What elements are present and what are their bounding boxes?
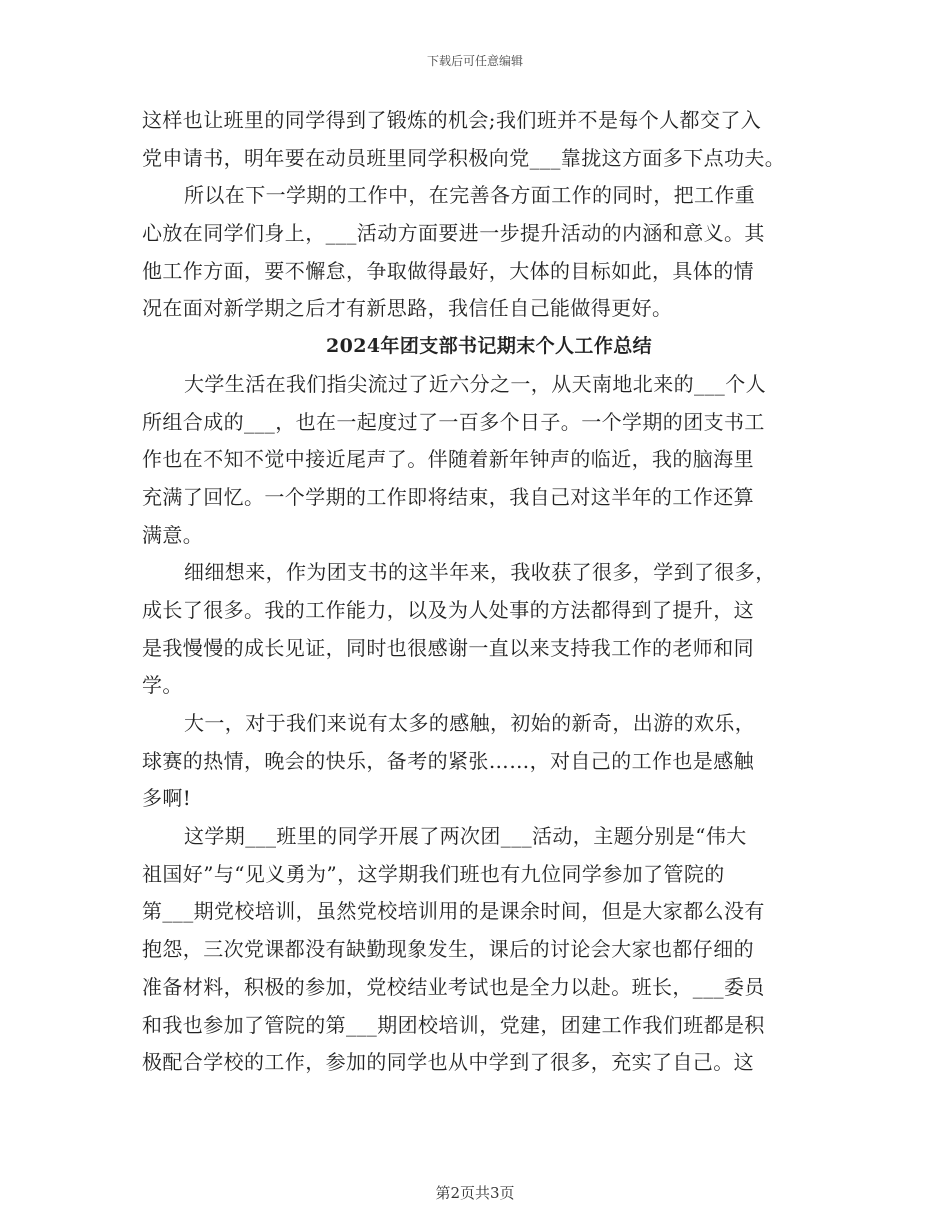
text-line: 祖国好”与“见义勇为”，这学期我们班也有九位同学参加了管院的 bbox=[142, 861, 725, 886]
text-line: 这样也让班里的同学得到了锻炼的机会;我们班并不是每个人都交了入 bbox=[142, 108, 762, 132]
text-line: 成长了很多。我的工作能力，以及为人处事的方法都得到了提升，这 bbox=[142, 597, 754, 622]
text-line: 况在面对新学期之后才有新思路，我信任自己能做得更好。 bbox=[142, 296, 673, 321]
paragraph-start-line: 大一，对于我们来说有太多的感触，初始的新奇，出游的欢乐， bbox=[184, 711, 756, 735]
text-line: 满意。 bbox=[142, 522, 204, 547]
text-line: 多啊! bbox=[142, 786, 192, 811]
text-line: 准备材料，积极的参加，党校结业考试也是全力以赴。班长，___委员 bbox=[142, 974, 765, 999]
page-header-note: 下载后可任意编辑 bbox=[426, 54, 523, 68]
text-line: 充满了回忆。一个学期的工作即将结束，我自己对这半年的工作还算 bbox=[142, 484, 754, 509]
paragraph-start-line: 这学期___班里的同学开展了两次团___活动，主题分别是“伟大 bbox=[184, 824, 747, 849]
paragraph-start-line: 所以在下一学期的工作中，在完善各方面工作的同时，把工作重 bbox=[184, 183, 756, 208]
text-line: 所组合成的___，也在一起度过了一百多个日子。一个学期的团支书工 bbox=[142, 409, 765, 434]
paragraph-start-line: 大学生活在我们指尖流过了近六分之一，从天南地北来的___个人 bbox=[184, 371, 766, 396]
text-line: 学。 bbox=[142, 673, 183, 698]
text-line: 球赛的热情，晚会的快乐，备考的紧张……，对自己的工作也是感触 bbox=[142, 748, 754, 773]
text-line: 心放在同学们身上，___活动方面要进一步提升活动的内涵和意义。其 bbox=[142, 221, 765, 246]
paragraph-start-line: 细细想来，作为团支书的这半年来，我收获了很多，学到了很多， bbox=[184, 560, 776, 585]
text-line: 第___期党校培训，虽然党校培训用的是课余时间，但是大家都么没有 bbox=[142, 899, 765, 924]
section-title: 2024年团支部书记期末个人工作总结 bbox=[325, 335, 653, 358]
text-line: 和我也参加了管院的第___期团校培训，党建，团建工作我们班都是积 bbox=[142, 1012, 765, 1037]
text-line: 党申请书，明年要在动员班里同学积极向党___靠拢这方面多下点功夫。 bbox=[142, 145, 786, 170]
page-number-footer: 第2页共3页 bbox=[435, 1184, 515, 1202]
text-line: 抱怨，三次党课都没有缺勤现象发生，课后的讨论会大家也都仔细的 bbox=[142, 937, 754, 962]
text-line: 作也在不知不觉中接近尾声了。伴随着新年钟声的临近，我的脑海里 bbox=[142, 447, 754, 472]
text-line: 他工作方面，要不懈怠，争取做得最好，大体的目标如此，具体的情 bbox=[142, 258, 754, 283]
text-line: 是我慢慢的成长见证，同时也很感谢一直以来支持我工作的老师和同 bbox=[142, 635, 754, 660]
text-line: 极配合学校的工作，参加的同学也从中学到了很多，充实了自己。这 bbox=[142, 1050, 754, 1075]
document-body bbox=[142, 102, 814, 1082]
